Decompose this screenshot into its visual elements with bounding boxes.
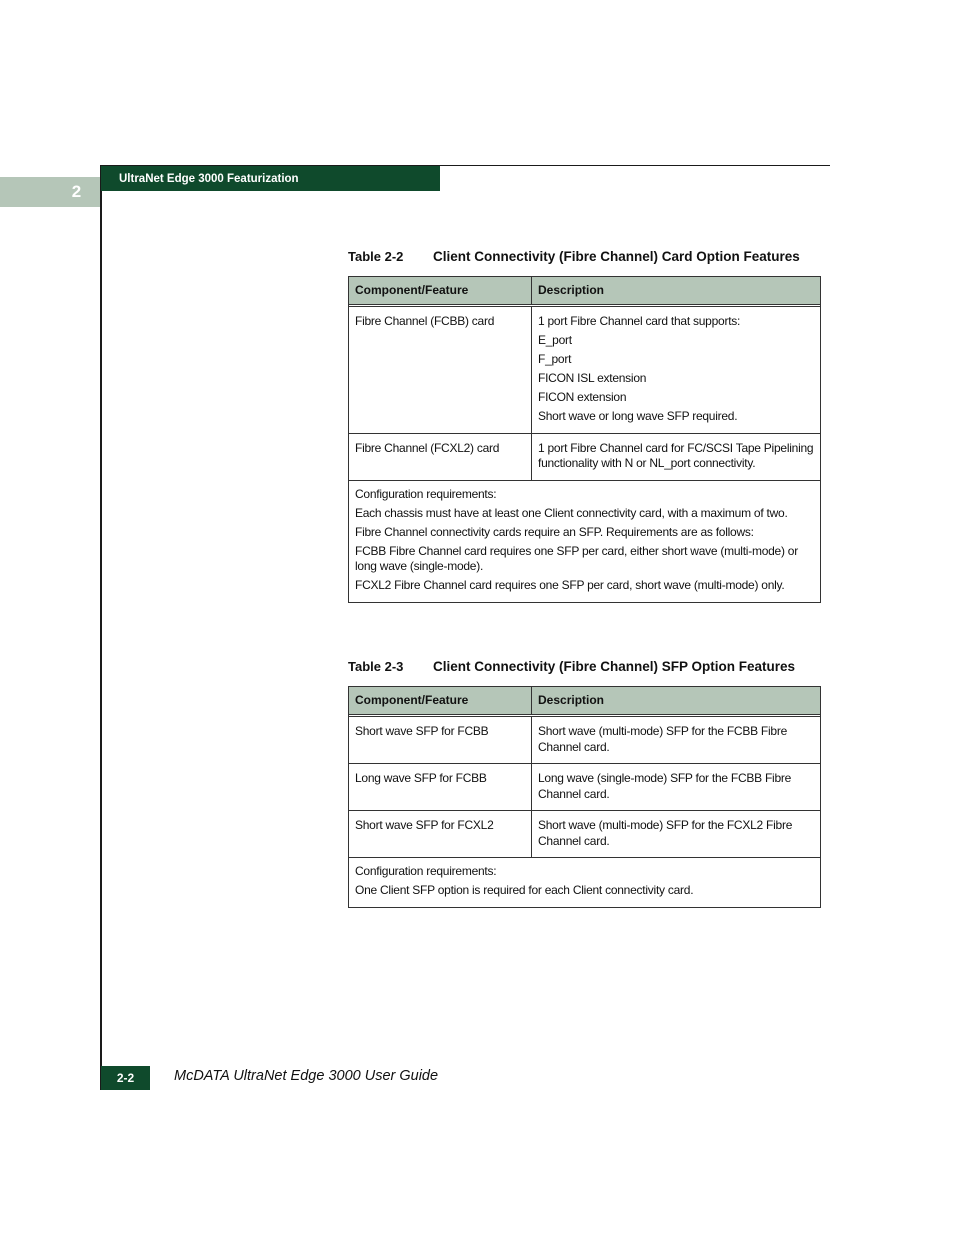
table-2-2-caption bbox=[348, 249, 800, 264]
table-2-2-number: Table 2-2 bbox=[348, 249, 404, 264]
guide-title: McDATA UltraNet Edge 3000 User Guide bbox=[174, 1068, 439, 1084]
table-row bbox=[349, 810, 820, 857]
left-margin-rule bbox=[100, 165, 102, 1090]
description-cell: Long wave (single-mode) SFP for the FCBB Fibre Channel card. bbox=[538, 771, 792, 801]
description-line: E_port bbox=[538, 333, 572, 347]
table-header-row bbox=[349, 277, 820, 304]
column-header: Description bbox=[538, 693, 605, 707]
chapter-number: 2 bbox=[71, 182, 82, 201]
table-notes-row bbox=[349, 480, 820, 602]
description-line: F_port bbox=[538, 352, 572, 366]
table-2-3-title: Client Connectivity (Fibre Channel) SFP Option Features bbox=[433, 659, 796, 674]
table-2-3 bbox=[348, 686, 821, 908]
running-header: UltraNet Edge 3000 Featurization bbox=[101, 166, 440, 191]
table-row bbox=[349, 714, 820, 763]
table-2-2 bbox=[348, 276, 821, 603]
description-line: 1 port Fibre Channel card for FC/SCSI Tape Pipelining functionality with N or NL_port connectivity. bbox=[538, 440, 814, 470]
table-notes-row bbox=[349, 857, 820, 907]
note-line: Each chassis must have at least one Client connectivity card, with a maximum of two. bbox=[355, 505, 788, 520]
note-line: FCXL2 Fibre Channel card requires one SFP per card, short wave (multi-mode) only. bbox=[355, 578, 785, 592]
component-cell: Fibre Channel (FCBB) card bbox=[355, 314, 495, 328]
column-header: Description bbox=[538, 283, 605, 297]
column-header: Component/Feature bbox=[349, 687, 532, 714]
component-cell: Short wave SFP for FCBB bbox=[355, 724, 489, 738]
table-header-row bbox=[349, 687, 820, 714]
component-cell: Fibre Channel (FCXL2) card bbox=[355, 440, 500, 455]
description-line: Short wave or long wave SFP required. bbox=[538, 409, 738, 423]
table-row bbox=[349, 304, 820, 433]
chapter-tab bbox=[0, 177, 101, 207]
note-line: Configuration requirements: bbox=[355, 486, 497, 501]
table-2-3-number: Table 2-3 bbox=[348, 659, 404, 674]
note-line: Fibre Channel connectivity cards require an SFP. Requirements are as follows: bbox=[355, 524, 754, 539]
table-row bbox=[349, 763, 820, 810]
description-line: FICON extension bbox=[538, 390, 627, 404]
component-cell: Short wave SFP for FCXL2 bbox=[355, 818, 494, 832]
description-line: FICON ISL extension bbox=[538, 371, 647, 385]
note-line: One Client SFP option is required for each Client connectivity card. bbox=[355, 883, 694, 897]
description-line: 1 port Fibre Channel card that supports: bbox=[538, 314, 741, 328]
table-2-3-caption bbox=[348, 659, 795, 674]
page-number: 2-2 bbox=[101, 1066, 150, 1090]
note-line: FCBB Fibre Channel card requires one SFP per card, either short wave (multi-mode) or long wave (single-mode). bbox=[355, 543, 798, 573]
component-cell: Long wave SFP for FCBB bbox=[355, 771, 487, 785]
table-row bbox=[349, 433, 820, 480]
description-cell: Short wave (multi-mode) SFP for the FCBB Fibre Channel card. bbox=[538, 724, 788, 754]
note-line: Configuration requirements: bbox=[355, 864, 497, 878]
column-header: Component/Feature bbox=[349, 277, 532, 304]
description-cell: Short wave (multi-mode) SFP for the FCXL2 Fibre Channel card. bbox=[538, 818, 793, 848]
table-2-2-title: Client Connectivity (Fibre Channel) Card Option Features bbox=[433, 249, 800, 264]
